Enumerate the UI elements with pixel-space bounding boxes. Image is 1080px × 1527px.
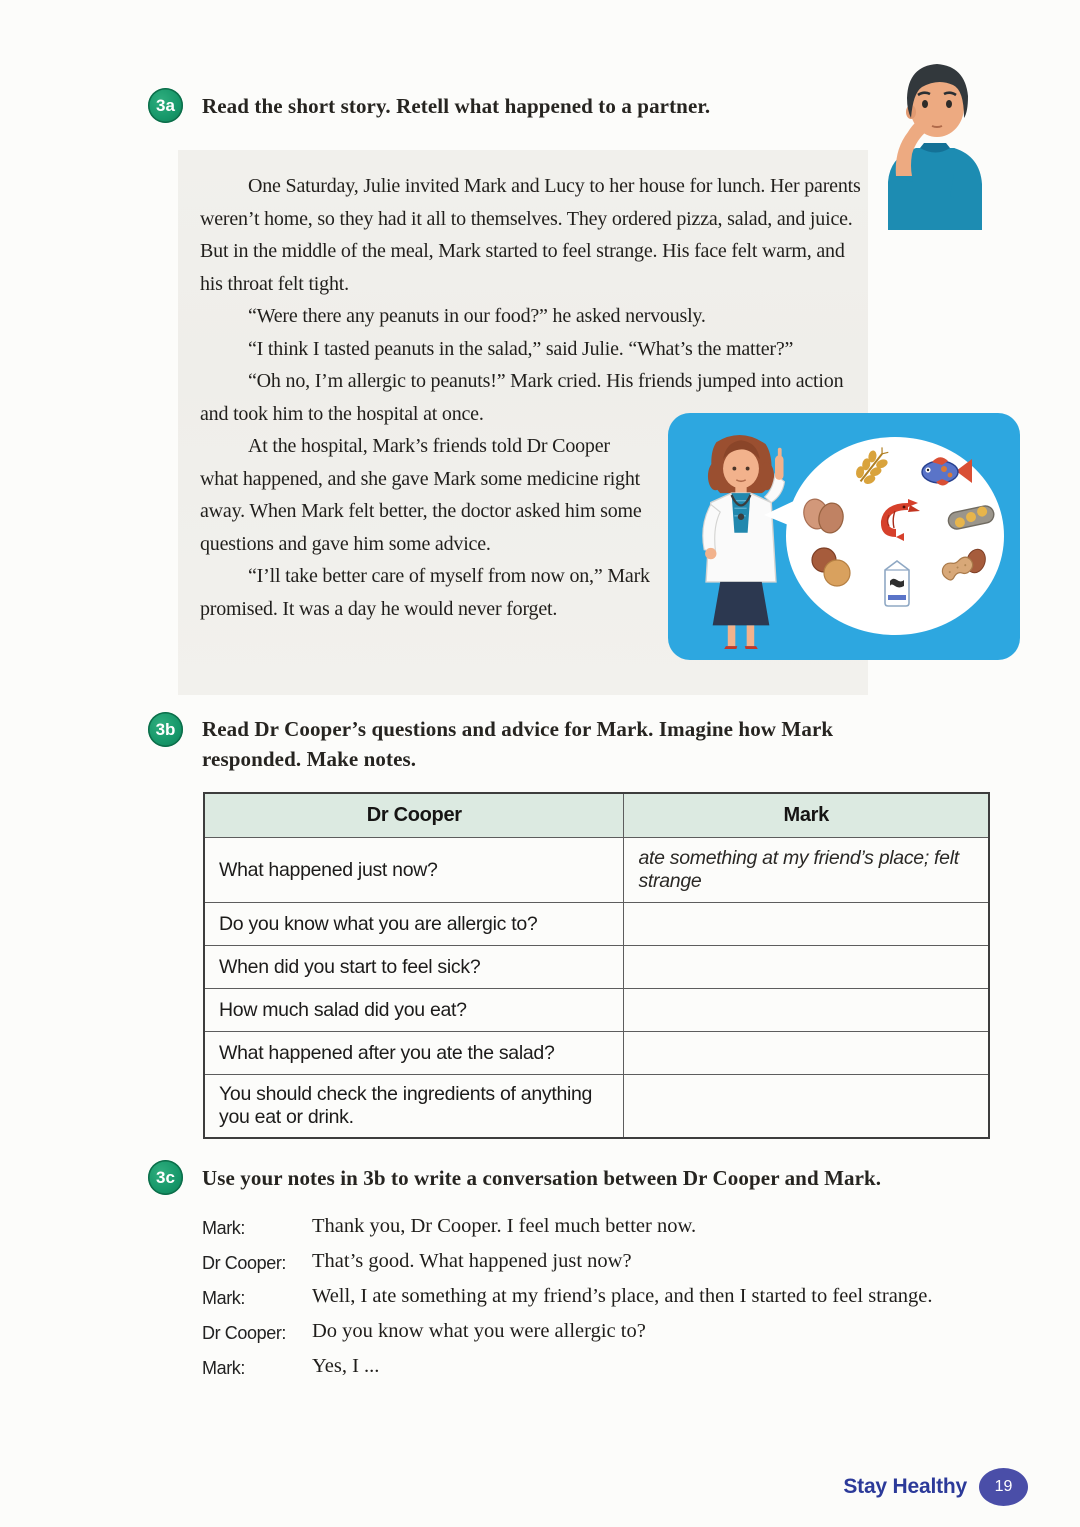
question-cell: You should check the ingredients of anything you eat or drink.: [204, 1075, 624, 1139]
story-paragraph: “I’ll take better care of myself from now on,” Mark promised. It was a day he would never forget.: [200, 565, 650, 620]
answer-cell: [624, 989, 989, 1032]
milk-carton-icon: [878, 555, 916, 614]
answer-cell: [624, 1075, 989, 1139]
dialogue-text: Well, I ate something at my friend’s place, and then I started to feel strange.: [312, 1285, 933, 1307]
answer-cell: ate something at my friend’s place; felt strange: [624, 838, 989, 903]
wheat-icon: [848, 445, 894, 496]
unit-title: Stay Healthy: [843, 1475, 967, 1498]
soybean-pod-icon: [944, 499, 998, 540]
fish-icon: [916, 451, 978, 496]
dialogue-line: [202, 1315, 1002, 1350]
worried-boy-icon: [858, 54, 1010, 235]
dialogue-block: [202, 1210, 1002, 1385]
story-paragraph: “Were there any peanuts in our food?” he asked nervously.: [248, 305, 706, 327]
answer-cell: [624, 946, 989, 989]
question-cell: Do you know what you are allergic to?: [204, 903, 624, 946]
dialogue-line: [202, 1350, 1002, 1385]
table-row: [204, 989, 989, 1032]
dialogue-text: Yes, I ...: [312, 1355, 380, 1377]
page-footer: [843, 1468, 1028, 1506]
allergens-speech-bubble: [786, 437, 1004, 635]
story-paragraph: One Saturday, Julie invited Mark and Lucy to her house for lunch. Her parents weren’t home, so they had it all to themselves. They ordered pizza, salad, and juice. But in the middle of the meal, Mark started to feel strange. His face felt warm, and his throat felt tight.: [200, 175, 861, 295]
page-number-badge: 19: [979, 1468, 1028, 1506]
story-paragraph: “I think I tasted peanuts in the salad,” said Julie. “What’s the matter?”: [248, 337, 794, 360]
answer-cell: [624, 903, 989, 946]
dialogue-text: Thank you, Dr Cooper. I feel much better now.: [312, 1215, 697, 1237]
story-narrow-column: [200, 430, 652, 625]
eggs-icon: [798, 493, 848, 542]
chestnuts-icon: [806, 545, 856, 596]
shrimp-icon: [868, 495, 920, 550]
table-row: [204, 903, 989, 946]
table-row: [204, 946, 989, 989]
question-cell: What happened after you ate the salad?: [204, 1032, 624, 1075]
section-3c-title: Use your notes in 3b to write a conversation between Dr Cooper and Mark.: [202, 1166, 882, 1190]
story-paragraph: “Oh no, I’m allergic to peanuts!” Mark cried. His friends jumped into action and took him to the hospital at once.: [200, 370, 844, 425]
question-cell: How much salad did you eat?: [204, 989, 624, 1032]
dialogue-speaker: Mark:: [202, 1288, 246, 1308]
table-row: [204, 838, 989, 903]
answer-cell: [624, 1032, 989, 1075]
notes-table: [203, 792, 990, 1139]
dialogue-line: [202, 1210, 1002, 1245]
doctor-pointing-icon: [682, 427, 800, 654]
dialogue-line: [202, 1245, 1002, 1280]
table-row: [204, 1032, 989, 1075]
table-header-row: [204, 793, 989, 838]
table-row: [204, 1075, 989, 1139]
section-3a-badge: 3a: [148, 88, 183, 123]
dialogue-speaker: Dr Cooper:: [202, 1253, 287, 1273]
table-header-dr-cooper: Dr Cooper: [204, 793, 624, 838]
story-paragraph: At the hospital, Mark’s friends told Dr Cooper what happened, and she gave Mark some medicine right away. When Mark felt better, the doctor asked him some questions and gave him some advice.: [200, 435, 642, 555]
dialogue-speaker: Mark:: [202, 1358, 246, 1378]
table-header-mark: Mark: [624, 793, 989, 838]
section-3c-badge: 3c: [148, 1160, 183, 1195]
question-cell: What happened just now?: [204, 838, 624, 903]
section-3b-title: Read Dr Cooper’s questions and advice for Mark. Imagine how Mark responded. Make notes.: [202, 717, 834, 771]
dialogue-text: Do you know what you were allergic to?: [312, 1320, 646, 1342]
dialogue-line: [202, 1280, 1002, 1315]
question-cell: When did you start to feel sick?: [204, 946, 624, 989]
dialogue-speaker: Dr Cooper:: [202, 1323, 287, 1343]
section-3b-badge: 3b: [148, 712, 183, 747]
dialogue-speaker: Mark:: [202, 1218, 246, 1238]
section-3a-title: Read the short story. Retell what happened to a partner.: [202, 94, 711, 118]
doctor-illustration-panel: [668, 413, 1020, 660]
dialogue-text: That’s good. What happened just now?: [312, 1250, 632, 1272]
peanuts-icon: [936, 547, 992, 598]
